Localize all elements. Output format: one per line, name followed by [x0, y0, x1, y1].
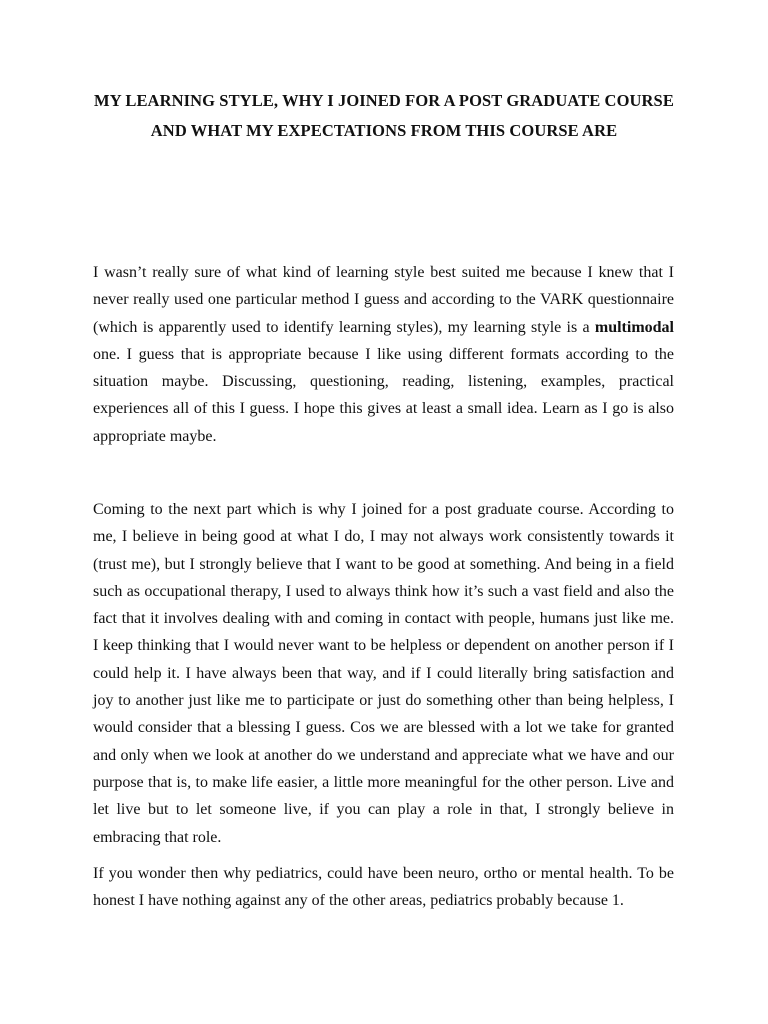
document-title: MY LEARNING STYLE, WHY I JOINED FOR A POST GRADUATE COURSE AND WHAT MY EXPECTATIONS FROM THIS COURSE ARE	[94, 91, 674, 140]
paragraph-learning-style-text-start: I wasn’t really sure of what kind of learning style best suited me because I knew that I never really used one particular method I guess and according to the VARK questionnaire (which is apparently used to identify learning styles), my learning style is a	[93, 264, 674, 336]
paragraph-learning-style	[93, 259, 674, 450]
paragraph-learning-style-text-end: one. I guess that is appropriate because I like using different formats according to the situation maybe. Discussing, questioning, reading, listening, examples, practical experiences all of this I guess. I hope this gives at least a small idea. Learn as I go is also appropriate maybe.	[93, 345, 674, 445]
multimodal-emphasis: multimodal	[594, 318, 674, 336]
paragraph-why-pediatrics: If you wonder then why pediatrics, could have been neuro, ortho or mental health. To be honest I have nothing against any of the other areas, pediatrics probably because 1.	[93, 865, 674, 910]
paragraph-why-postgraduate: Coming to the next part which is why I joined for a post graduate course. According to me, I believe in being good at what I do, I may not always work consistently towards it (trust me), but I strongly believe that I want to be good at something. And being in a field such as occupational therapy, I used to always think how it’s such a vast field and also the fact that it involves dealing with and coming in contact with people, humans just like me. I keep thinking that I would never want to be helpless or dependent on another person if I could help it. I have always been that way, and if I could literally bring satisfaction and joy to another just like me to participate or just do something other than being helpless, I would consider that a blessing I guess. Cos we are blessed with a lot we take for granted and only when we look at another do we understand and appreciate what we have and our purpose that is, to make life easier, a little more meaningful for the other person. Live and let live but to let someone live, if you can play a role in that, I strongly believe in embracing that role.	[93, 501, 674, 846]
